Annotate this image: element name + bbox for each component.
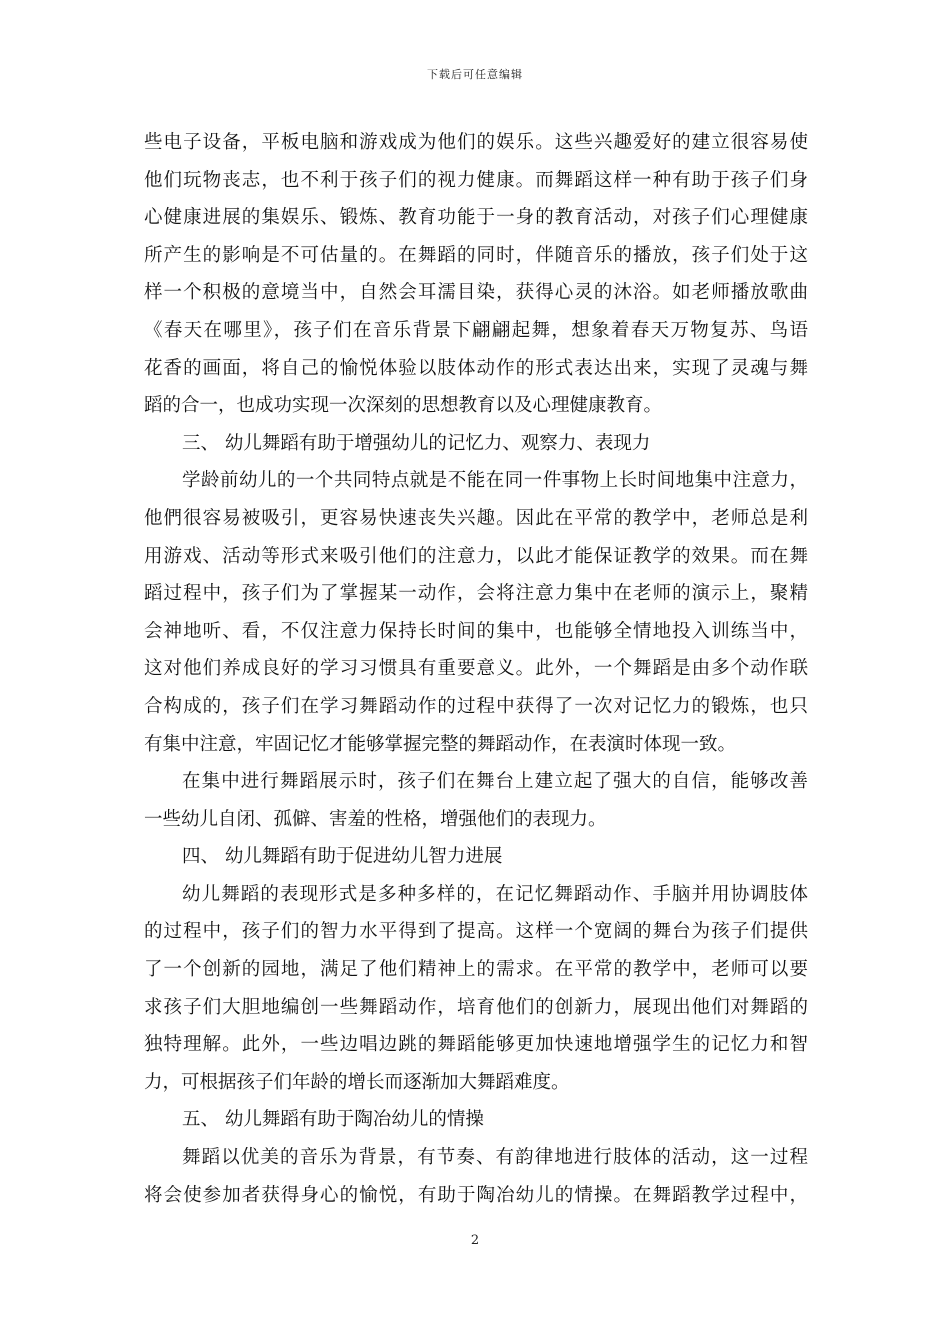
paragraph-line: 蹈过程中，孩子们为了掌握某一动作，会将注意力集中在老师的演示上，聚精 [144, 583, 808, 605]
paragraph-line: 样一个积极的意境当中，自然会耳濡目染，获得心灵的沐浴。如老师播放歌曲 [144, 282, 808, 304]
paragraph-line: 些电子设备，平板电脑和游戏成为他们的娱乐。这些兴趣爱好的建立很容易使 [144, 132, 808, 153]
paragraph-line: 会神地听、看，不仅注意力保持长时间的集中，也能够全情地投入训练当中， [144, 620, 808, 642]
page-number: 2 [470, 1233, 480, 1248]
paragraph-line: 将会使参加者获得身心的愉悦，有助于陶冶幼儿的情操。在舞蹈教学过程中， [144, 1184, 808, 1206]
paragraph-line: 所产生的影响是不可估量的。在舞蹈的同时，伴随音乐的播放，孩子们处于这 [144, 244, 808, 266]
paragraph-line: 的过程中，孩子们的智力水平得到了提高。这样一个宽阔的舞台为孩子们提供 [144, 921, 808, 943]
paragraph-line: 花香的画面，将自己的愉悦体验以肢体动作的形式表达出来，实现了灵魂与舞 [144, 357, 808, 379]
section-heading: 三、 幼儿舞蹈有助于增强幼儿的记忆力、观察力、表现力 [182, 432, 651, 454]
paragraph-line: 心健康进展的集娱乐、锻炼、教育功能于一身的教育活动，对孩子们心理健康 [144, 207, 808, 229]
paragraph-line: 舞蹈以优美的音乐为背景，有节奏、有韵律地进行肢体的活动，这一过程 [182, 1147, 808, 1169]
paragraph-line: 力，可根据孩子们年龄的增长而逐渐加大舞蹈难度。 [144, 1071, 570, 1093]
paragraph-line: 幼儿舞蹈的表现形式是多种多样的，在记忆舞蹈动作、手脑并用协调肢体 [182, 883, 808, 905]
paragraph-line: 合构成的，孩子们在学习舞蹈动作的过程中获得了一次对记忆力的锻炼，也只 [144, 695, 808, 717]
paragraph-line: 他们玩物丧志，也不利于孩子们的视力健康。而舞蹈这样一种有助于孩子们身 [144, 169, 808, 191]
document-body [144, 124, 808, 1214]
paragraph-line: 了一个创新的园地，满足了他们精神上的需求。在平常的教学中，老师可以要 [144, 959, 808, 981]
paragraph-line: 学龄前幼儿的一个共同特点就是不能在同一件事物上长时间地集中注意力， [182, 470, 808, 492]
paragraph-line: 一些幼儿自闭、孤僻、害羞的性格，增强他们的表现力。 [144, 808, 607, 830]
paragraph-line: 有集中注意，牢固记忆才能够掌握完整的舞蹈动作，在表演时体现一致。 [144, 733, 737, 755]
paragraph-line: 用游戏、活动等形式来吸引他们的注意力，以此才能保证教学的效果。而在舞 [144, 545, 808, 567]
paragraph-line: 他們很容易被吸引，更容易快速丧失兴趣。因此在平常的教学中，老师总是利 [144, 507, 808, 529]
paragraph-line: 蹈的合一，也成功实现一次深刻的思想教育以及心理健康教育。 [144, 395, 663, 417]
section-heading: 五、 幼儿舞蹈有助于陶冶幼儿的情操 [182, 1109, 484, 1131]
page-header: 下载后可任意编辑 [427, 68, 523, 81]
paragraph-line: 这对他们养成良好的学习习惯具有重要意义。此外，一个舞蹈是由多个动作联 [144, 658, 808, 680]
paragraph-line: 在集中进行舞蹈展示时，孩子们在舞台上建立起了强大的自信，能够改善 [182, 771, 808, 793]
section-heading: 四、 幼儿舞蹈有助于促进幼儿智力进展 [182, 846, 503, 868]
paragraph-line: 独特理解。此外，一些边唱边跳的舞蹈能够更加快速地增强学生的记忆力和智 [144, 1034, 808, 1056]
paragraph-line: 《春天在哪里》，孩子们在音乐背景下翩翩起舞，想象着春天万物复苏、鸟语 [144, 319, 808, 341]
paragraph-line: 求孩子们大胆地编创一些舞蹈动作，培育他们的创新力，展现出他们对舞蹈的 [144, 996, 808, 1018]
